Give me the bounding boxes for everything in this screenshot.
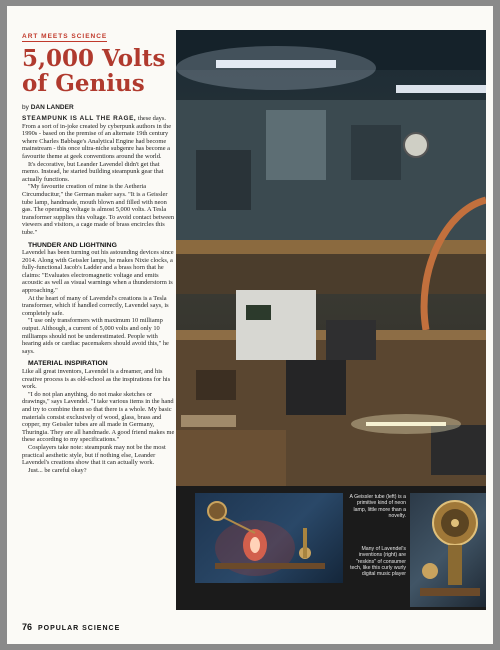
byline [22, 104, 74, 111]
caption-geissler: A Geissler tube (left) is a primitive kind of neon lamp, little more than a novelty. [349, 494, 406, 519]
paragraph: "I use only transformers with maximum 10 milliamp output. Although, a current of 5,000 volts and only 10 milliamps should not be underestimated. People with hearing aids or cardiac pacemakers should avoid this," he says. [22, 317, 169, 355]
section-kicker: ART MEETS SCIENCE [22, 33, 108, 40]
author-name: DAN LANDER [30, 104, 74, 111]
paragraph: It's decorative, but Leander Lavendel didn't get that memo. Instead, he started building steampunk gear that actually functions. [22, 160, 164, 183]
magazine-name: POPULAR SCIENCE [37, 625, 121, 632]
paragraph: Like all great inventors, Lavendel is a dreamer, and his creative process is as old-school as the inspirations for his work. [22, 368, 171, 391]
byline-prefix: by [22, 104, 29, 111]
article-body [22, 115, 177, 474]
subheading: THUNDER AND LIGHTNING [28, 241, 117, 249]
paragraph: Lavendel has been turning out his astounding devices since 2014. Along with Geissler lamps, he makes Nixie clocks, a fully-functional Jacob's Ladder and a brass horn that he claims: "Evaluates electromagnetic voltage and emits acoustic as well as visual warnings when a thunderstorm is approaching." [22, 249, 174, 295]
caption-music-player: Many of Lavendel's inventions (right) are "reskins" of consumer tech, like this curly wurly digital music player [350, 546, 406, 578]
subheading: MATERIAL INSPIRATION [28, 360, 108, 368]
workshop-photo [176, 30, 486, 486]
geissler-lamp-illustration [195, 493, 343, 583]
paragraph: Cosplayers take note: steampunk may not be the most practical aesthetic style, but if nothing else, Leander Lavendel's creations show that it can actually work. [22, 443, 166, 467]
workshop-illustration [176, 30, 486, 486]
music-player-photo [410, 493, 486, 607]
paragraph: "I do not plan anything, do not make sketches or drawings," says Lavendel. "I take various items in the hand and try to combine them so that there is a whole. My basic materials consist exclusively of wood, glass, brass and copper, my Geissler tubes are all made in Germany, Thuringia. They are all handmade. A good friend makes me these according to my specifications." [22, 390, 175, 444]
article-headline [22, 46, 172, 96]
paragraph: "My favourite creation of mine is the Aetheria Circumducitur," the German maker says. "It is a Geissler tube lamp, handmade, mouth blown and filled with neon gas. The operating voltage is almost 5,000 volts. A Tesla transformer supplies this voltage. To avoid contact between viewers and visitors, a cage made of brass encircles this tube." [22, 183, 175, 236]
page-number: 76 [22, 622, 33, 632]
headline-line-2: of Genius [22, 70, 145, 97]
paragraph-text: these days. From a sort of in-joke created by cyberpunk authors in the 1990s - based on the premise of an alternate 19th century where Charles Babbage's Analytical Engine had become mainstream - this once ultra-niche subgenre has become a favourite theme at geek conventions around the world. [22, 115, 172, 160]
folio [22, 622, 120, 632]
music-player-illustration [410, 493, 486, 607]
paragraph [22, 115, 177, 161]
paragraph: Just... be careful okay? [28, 466, 87, 474]
geissler-tube-photo [195, 493, 343, 583]
paragraph: At the heart of many of Lavendel's creations is a Tesla transformer, which if handled correctly, Lavendel says, is completely safe. [22, 294, 169, 317]
lead-in: STEAMPUNK IS ALL THE RAGE, [22, 115, 137, 122]
headline-line-1: 5,000 Volts [22, 45, 166, 72]
